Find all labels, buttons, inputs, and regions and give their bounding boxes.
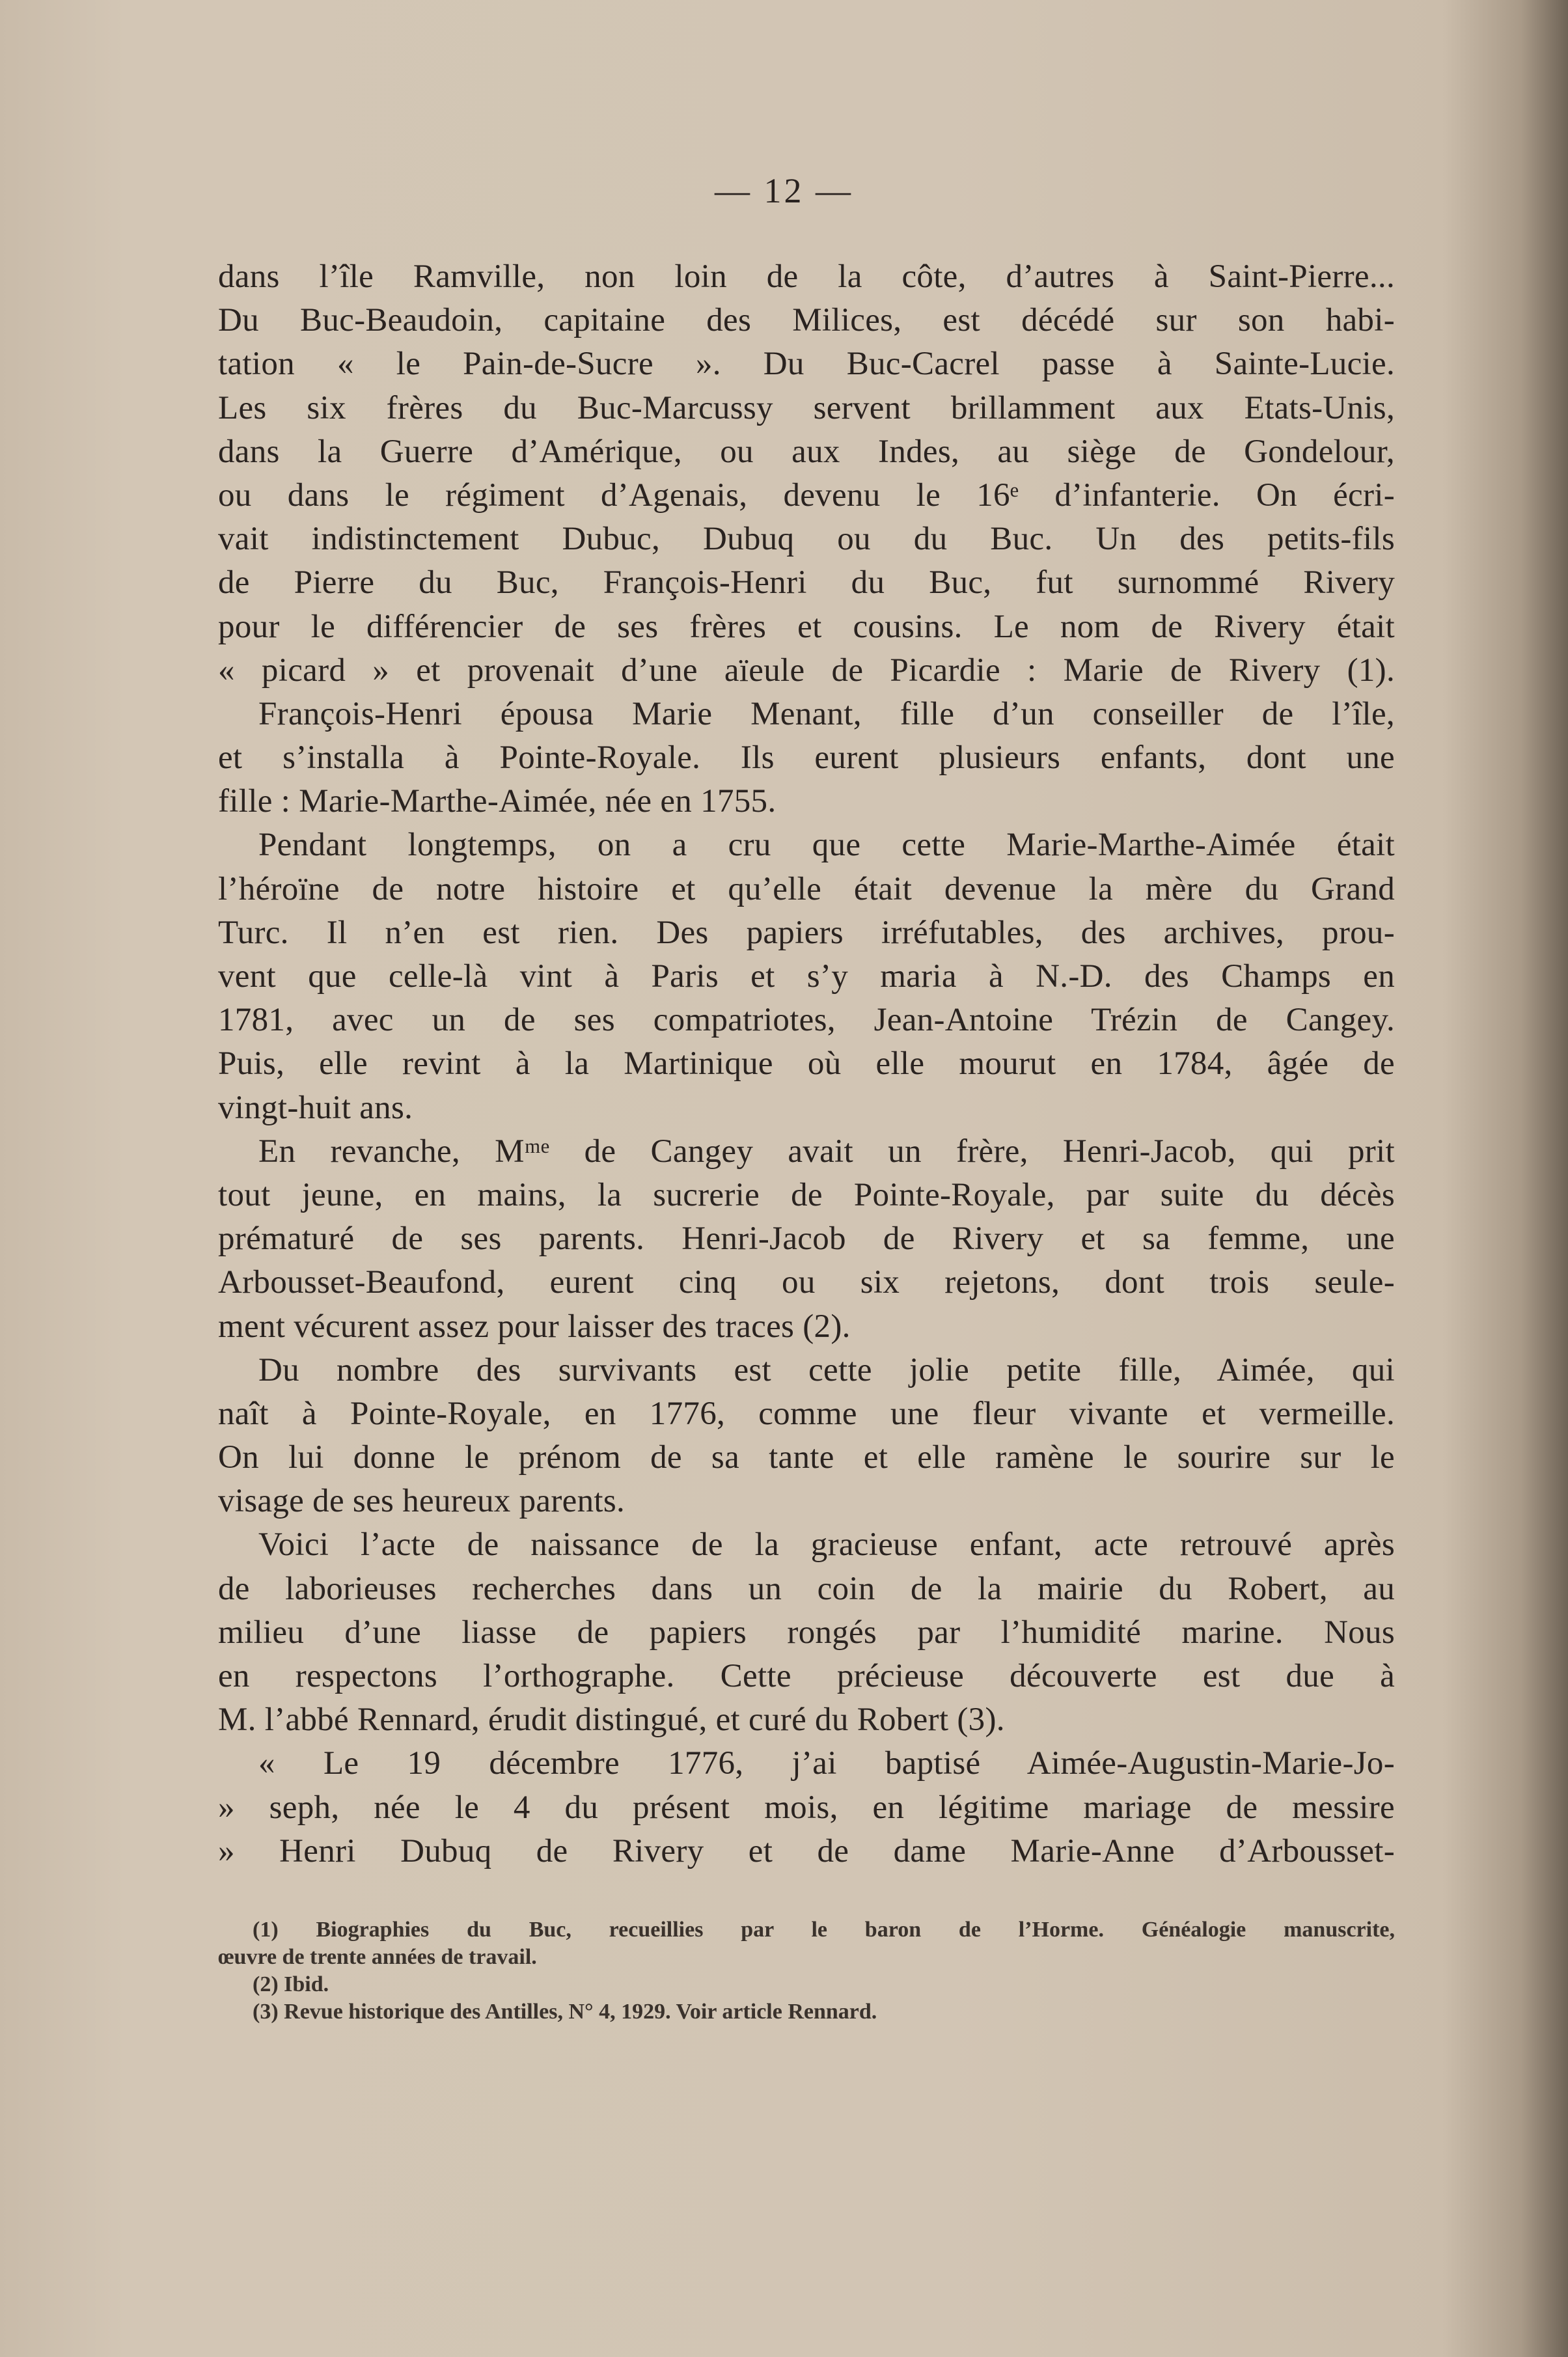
text-line: vingt-huit ans. — [218, 1089, 413, 1126]
text-line: tout jeune, en mains, la sucrerie de Pointe-Royale, par suite du décès — [218, 1176, 1395, 1213]
text-line: Les six frères du Buc-Marcussy servent brillamment aux Etats-Unis, — [218, 389, 1395, 426]
text-line: l’héroïne de notre histoire et qu’elle était devenue la mère du Grand — [218, 870, 1395, 907]
footnote-line: (3) Revue historique des Antilles, N° 4, 1929. Voir article Rennard. — [253, 2000, 877, 2024]
text-line: visage de ses heureux parents. — [218, 1483, 626, 1520]
footnotes — [218, 1916, 1395, 2026]
text-line: prématuré de ses parents. Henri-Jacob de Rivery et sa femme, une — [218, 1220, 1395, 1258]
text-line: ment vécurent assez pour laisser des traces (2). — [218, 1308, 851, 1345]
text-line: Voici l’acte de naissance de la gracieuse enfant, acte retrouvé après — [258, 1526, 1395, 1564]
text-line: Du Buc-Beaudoin, capitaine des Milices, est décédé sur son habi- — [218, 302, 1395, 339]
text-line: vent que celle-là vint à Paris et s’y maria à N.-D. des Champs en — [218, 958, 1395, 995]
text-line: naît à Pointe-Royale, en 1776, comme une fleur vivante et vermeille. — [218, 1395, 1395, 1432]
text-line: milieu d’une liasse de papiers rongés par l’humidité marine. Nous — [218, 1614, 1395, 1651]
text-line: tation « le Pain-de-Sucre ». Du Buc-Cacrel passe à Sainte-Lucie. — [218, 346, 1395, 383]
text-line: vait indistinctement Dubuc, Dubuq ou du Buc. Un des petits-fils — [218, 521, 1395, 558]
text-line: « picard » et provenait d’une aïeule de Picardie : Marie de Rivery (1). — [218, 652, 1395, 689]
text-line: Puis, elle revint à la Martinique où elle mourut en 1784, âgée de — [218, 1045, 1395, 1082]
text-line: pour le différencier de ses frères et cousins. Le nom de Rivery était — [218, 608, 1395, 645]
footnote-line: (2) Ibid. — [253, 1972, 329, 1996]
body-text — [218, 255, 1395, 1873]
text-line: de laborieuses recherches dans un coin de la mairie du Robert, au — [218, 1570, 1395, 1607]
text-line: et s’installa à Pointe-Royale. Ils eurent plusieurs enfants, dont une — [218, 739, 1395, 777]
text-line: Pendant longtemps, on a cru que cette Marie-Marthe-Aimée était — [258, 827, 1395, 864]
text-line: Turc. Il n’en est rien. Des papiers irréfutables, des archives, prou- — [218, 914, 1395, 951]
text-line: François-Henri épousa Marie Menant, fille d’un conseiller de l’île, — [258, 695, 1395, 732]
text-line: de Pierre du Buc, François-Henri du Buc, fut surnommé Rivery — [218, 564, 1395, 601]
footnote-line: œuvre de trente années de travail. — [218, 1945, 537, 1969]
text-line: en respectons l’orthographe. Cette précieuse découverte est due à — [218, 1658, 1395, 1694]
text-line: En revanche, Mᵐᵉ de Cangey avait un frère, Henri-Jacob, qui prit — [258, 1133, 1395, 1170]
text-line: fille : Marie-Marthe-Aimée, née en 1755. — [218, 783, 777, 820]
footnote-line: (1) Biographies du Buc, recueillies par le baron de l’Horme. Généalogie manuscrite, — [253, 1918, 1395, 1942]
text-line: dans l’île Ramville, non loin de la côte, d’autres à Saint-Pierre... — [218, 258, 1395, 295]
text-line: » Henri Dubuq de Rivery et de dame Marie-Anne d’Arbousset- — [218, 1832, 1395, 1869]
text-line: Arbousset-Beaufond, eurent cinq ou six rejetons, dont trois seule- — [218, 1264, 1395, 1301]
page-number: — 12 — — [715, 171, 853, 210]
text-line: M. l’abbé Rennard, érudit distingué, et curé du Robert (3). — [218, 1702, 1005, 1739]
text-line: ou dans le régiment d’Agenais, devenu le 16ᵉ d’infanterie. On écri- — [218, 476, 1395, 514]
text-line: Du nombre des survivants est cette jolie petite fille, Aimée, qui — [258, 1351, 1395, 1388]
text-line: 1781, avec un de ses compatriotes, Jean-Antoine Trézin de Cangey. — [218, 1002, 1395, 1039]
text-line: « Le 19 décembre 1776, j’ai baptisé Aimée-Augustin-Marie-Jo- — [258, 1745, 1395, 1782]
text-line: dans la Guerre d’Amérique, ou aux Indes, au siège de Gondelour, — [218, 433, 1395, 470]
text-line: On lui donne le prénom de sa tante et elle ramène le sourire sur le — [218, 1439, 1395, 1476]
text-line: » seph, née le 4 du présent mois, en légitime mariage de messire — [218, 1789, 1395, 1826]
